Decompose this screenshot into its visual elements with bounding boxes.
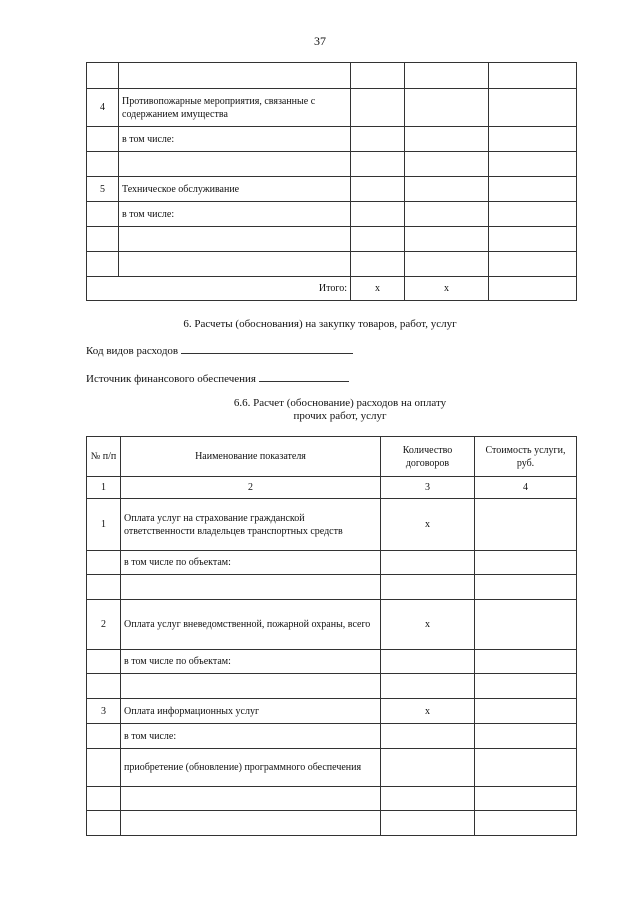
top-table-row [87,202,577,227]
row-contracts: x [381,699,475,724]
section-heading: 6. Расчеты (обоснования) на закупку товаров, работ, услуг [183,318,457,330]
row-col3 [351,63,405,89]
row-contracts [381,749,475,787]
row-contracts: x [381,600,475,650]
row-number [87,724,121,749]
total-label: Итого: [87,277,351,301]
row-number [87,127,119,152]
row-col3 [351,227,405,252]
top-table-total-row [87,277,577,301]
row-cost [475,499,577,551]
row-number: 3 [87,699,121,724]
row-name: в том числе: [121,724,381,749]
top-table-row [87,63,577,89]
header-contracts: Количество договоров [381,437,475,477]
top-table-row [87,127,577,152]
row-number [87,551,121,575]
header-row [87,437,577,477]
row-col4 [405,127,489,152]
row-col3 [351,89,405,127]
total-c3: x [351,277,405,301]
page-number: 37 [314,34,326,48]
row-col4 [405,63,489,89]
row-col5 [489,152,577,177]
bottom-table-row [87,811,577,836]
row-name: в том числе по объектам: [121,650,381,674]
row-contracts [381,787,475,811]
row-number [87,202,119,227]
row-number [87,650,121,674]
top-table-row [87,227,577,252]
row-name: в том числе по объектам: [121,551,381,575]
row-col5 [489,252,577,277]
row-number [87,227,119,252]
bottom-table-row [87,600,577,650]
col-number-2: 2 [121,477,381,499]
expense-code-line [86,343,353,357]
row-contracts [381,575,475,600]
top-table-row [87,252,577,277]
expense-code-field[interactable] [181,343,353,354]
row-number [87,674,121,699]
row-name [119,152,351,177]
row-col3 [351,177,405,202]
bottom-table-row [87,499,577,551]
bottom-table-row [87,724,577,749]
row-name [119,252,351,277]
top-table-row [87,152,577,177]
bottom-table-row [87,650,577,674]
row-col5 [489,202,577,227]
row-number [87,749,121,787]
row-number [87,811,121,836]
bottom-table-row [87,674,577,699]
row-name: приобретение (обновление) программного обеспечения [121,749,381,787]
header-cost: Стоимость услуги, руб. [475,437,577,477]
header-num: № п/п [87,437,121,477]
row-number: 2 [87,600,121,650]
top-table [86,62,577,301]
subheading-line-1: 6.6. Расчет (обоснование) расходов на оплату [233,397,447,409]
column-number-row [87,477,577,499]
row-name [121,575,381,600]
row-number [87,252,119,277]
row-col5 [489,89,577,127]
row-cost [475,749,577,787]
total-c5 [489,277,577,301]
total-c4: x [405,277,489,301]
bottom-table-row [87,787,577,811]
funding-source-field[interactable] [259,371,349,382]
funding-source-label: Источник финансового обеспечения [86,373,256,385]
row-col4 [405,227,489,252]
row-col5 [489,227,577,252]
row-name [119,63,351,89]
row-col3 [351,152,405,177]
row-col4 [405,89,489,127]
row-name: в том числе: [119,127,351,152]
row-number: 4 [87,89,119,127]
row-cost [475,787,577,811]
row-number: 1 [87,499,121,551]
row-name: Оплата услуг на страхование гражданской ответственности владельцев транспортных средств [121,499,381,551]
top-table-row [87,89,577,127]
row-number [87,152,119,177]
top-table-row [87,177,577,202]
row-cost [475,600,577,650]
row-number [87,63,119,89]
bottom-table [86,436,577,836]
row-name: Оплата услуг вневедомственной, пожарной охраны, всего [121,600,381,650]
row-contracts [381,650,475,674]
row-name [121,811,381,836]
row-cost [475,674,577,699]
bottom-table-row [87,699,577,724]
funding-source-line [86,371,349,385]
row-number [87,787,121,811]
row-name: Техническое обслуживание [119,177,351,202]
bottom-table-body [87,499,577,836]
row-contracts [381,674,475,699]
top-table-body [87,63,577,301]
bottom-table-row [87,575,577,600]
row-name [121,674,381,699]
row-cost [475,724,577,749]
row-col4 [405,252,489,277]
row-col5 [489,127,577,152]
row-name: Оплата информационных услуг [121,699,381,724]
row-contracts: x [381,499,475,551]
table-subheading [210,397,470,423]
row-col4 [405,152,489,177]
bottom-table-row [87,749,577,787]
row-cost [475,551,577,575]
row-cost [475,650,577,674]
subheading-line-2: прочих работ, услуг [293,410,387,422]
row-cost [475,575,577,600]
row-col5 [489,177,577,202]
row-col5 [489,63,577,89]
row-contracts [381,724,475,749]
expense-code-label: Код видов расходов [86,345,179,357]
header-name: Наименование показателя [121,437,381,477]
row-cost [475,811,577,836]
row-contracts [381,551,475,575]
row-col4 [405,202,489,227]
row-name [121,787,381,811]
col-number-4: 4 [475,477,577,499]
row-cost [475,699,577,724]
row-name: Противопожарные мероприятия, связанные с содержанием имущества [119,89,351,127]
col-number-1: 1 [87,477,121,499]
row-number [87,575,121,600]
bottom-table-row [87,551,577,575]
row-col3 [351,127,405,152]
row-col4 [405,177,489,202]
col-number-3: 3 [381,477,475,499]
row-contracts [381,811,475,836]
row-name [119,227,351,252]
row-number: 5 [87,177,119,202]
row-col3 [351,202,405,227]
row-col3 [351,252,405,277]
row-name: в том числе: [119,202,351,227]
